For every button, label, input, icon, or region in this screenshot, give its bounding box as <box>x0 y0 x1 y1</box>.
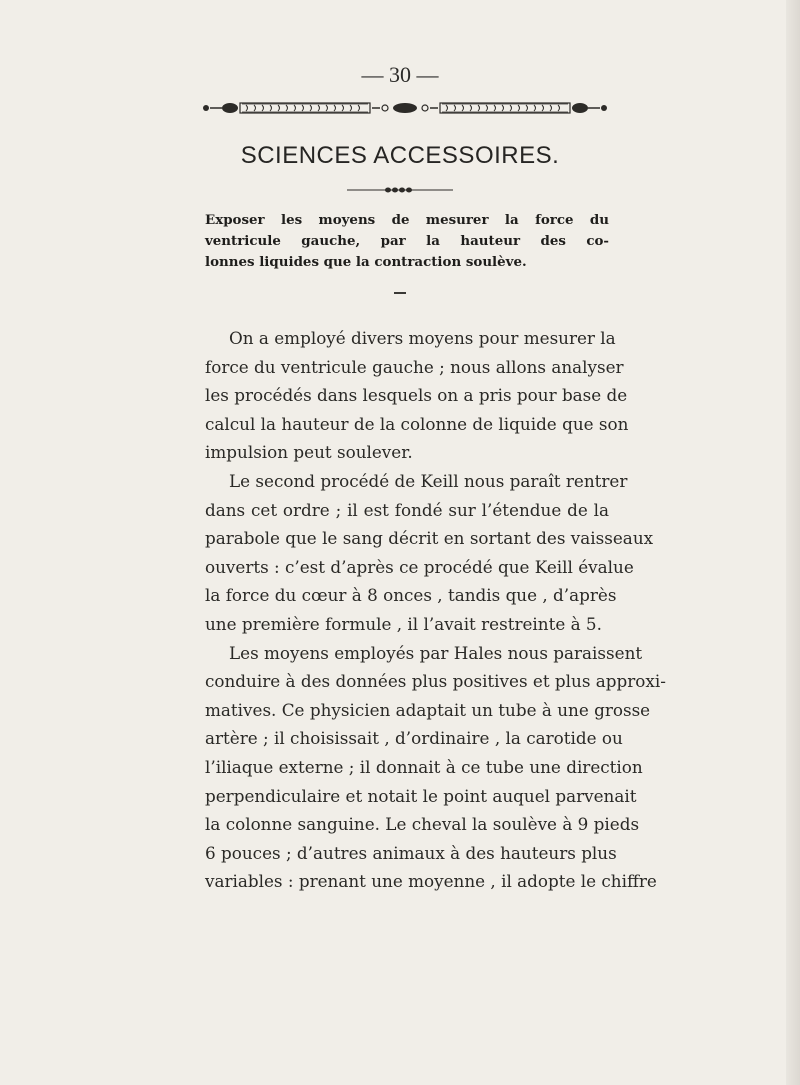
decorative-header-ornament <box>200 100 610 116</box>
body-text <box>205 324 666 896</box>
text-line: une première formule , il l’avait restreinte à 5. <box>205 613 602 634</box>
section-title: SCIENCES ACCESSOIRES. <box>240 142 560 169</box>
text-line: l’iliaque externe ; il donnait à ce tube une direction <box>205 756 643 777</box>
question-line: ventricule gauche, par la hauteur des co- <box>205 233 609 249</box>
text-line: dans cet ordre ; il est fondé sur l’étendue de la <box>205 499 609 520</box>
text-line: la colonne sanguine. Le cheval la soulève à 9 pieds <box>205 814 640 835</box>
text-line: artère ; il choisissait , d’ordinaire , la carotide ou <box>205 728 623 749</box>
text-line: la force du cœur à 8 onces , tandis que , d’après <box>205 585 617 606</box>
paragraph <box>205 467 654 639</box>
paragraph <box>205 639 666 896</box>
text-line: force du ventricule gauche ; nous allons analyser <box>205 356 624 377</box>
text-line: variables : prenant une moyenne , il adopte le chiffre <box>205 871 657 892</box>
text-line: ouverts : c’est d’après ce procédé que Keill évalue <box>205 556 634 577</box>
text-line: calcul la hauteur de la colonne de liquide que son <box>205 413 629 434</box>
page-number: — 30 — <box>361 62 439 87</box>
text-line: les procédés dans lesquels on a pris pour base de <box>205 385 628 406</box>
text-line: perpendiculaire et notait le point auquel parvenait <box>205 785 637 806</box>
text-line: Le second procédé de Keill nous paraît rentrer <box>229 470 628 491</box>
separator-dash <box>394 292 406 294</box>
text-line: parabole que le sang décrit en sortant des vaisseaux <box>205 528 654 549</box>
text-line: impulsion peut soulever. <box>205 442 413 463</box>
text-line: 6 pouces ; d’autres animaux à des hauteurs plus <box>205 842 617 863</box>
question-line: Exposer les moyens de mesurer la force du <box>205 212 609 228</box>
decorative-rule <box>345 186 455 194</box>
question-line: lonnes liquides que la contraction soulève. <box>205 254 527 270</box>
text-line: conduire à des données plus positives et plus approxi- <box>205 671 666 692</box>
exam-question <box>205 210 609 273</box>
text-line: On a employé divers moyens pour mesurer la <box>229 328 616 348</box>
text-line: matives. Ce physicien adaptait un tube à une grosse <box>205 699 651 720</box>
text-line: Les moyens employés par Hales nous paraissent <box>229 642 643 663</box>
paragraph <box>205 324 629 467</box>
